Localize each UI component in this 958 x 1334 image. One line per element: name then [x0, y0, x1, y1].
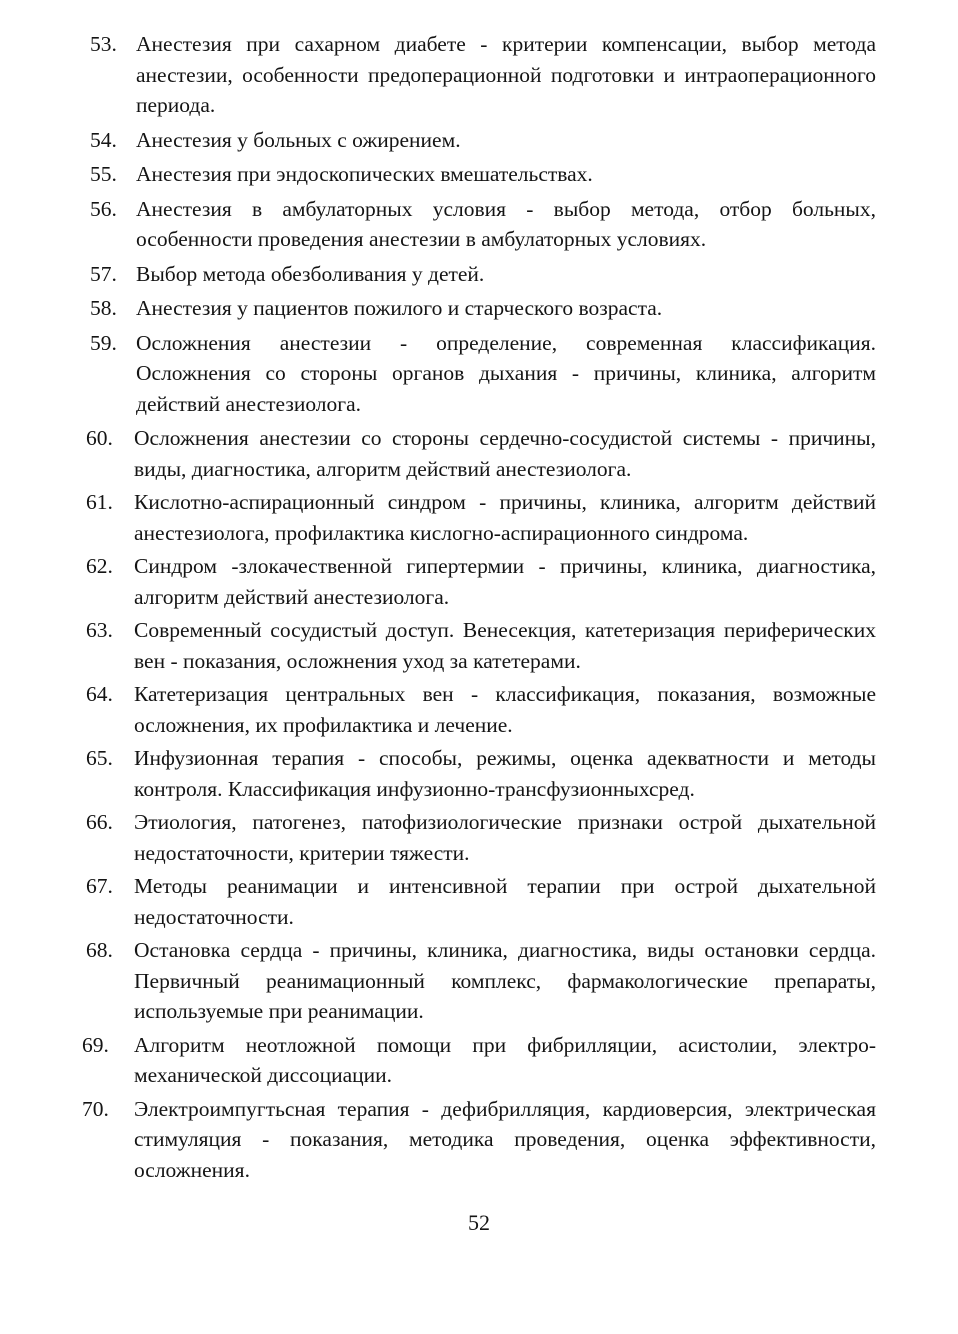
item-number: 70.: [82, 1096, 109, 1121]
item-number: 68.: [86, 938, 113, 962]
item-number: 55.: [90, 162, 117, 186]
item-number: 56.: [90, 196, 117, 221]
list-item: [82, 1094, 876, 1186]
item-text: Анестезия в амбулаторных условия - выбор метода, отбор больных, особенности проведения анестезии в амбулаторных условиях.: [136, 196, 876, 251]
question-list: [82, 29, 876, 1188]
item-number: 61.: [86, 490, 113, 514]
item-number: 65.: [86, 746, 113, 770]
item-text: Анестезия при сахарном диабете - критерии компенсации, выбор метода анестезии, особенности предоперационной подготовки и интраоперационного периода.: [136, 32, 876, 117]
list-item: [86, 935, 876, 1027]
item-number: 62.: [86, 554, 113, 578]
item-number: 67.: [86, 874, 113, 898]
list-item: [86, 807, 876, 868]
list-item: [86, 29, 876, 121]
item-text: Осложнения анестезии со стороны сердечно-сосудистой системы - причины, виды, диагностика, алгоритм действий анестезиолога.: [134, 426, 876, 481]
item-text: Анестезия у пациентов пожилого и старческого возраста.: [136, 296, 663, 320]
item-text: Инфузионная терапия - способы, режимы, оценка адекватности и методы контроля. Классификация инфузионно-трансфузионныхсред.: [134, 746, 876, 801]
item-number: 60.: [86, 426, 113, 450]
item-text: Катетеризация центральных вен - классификация, показания, возможные осложнения, их профилактика и лечение.: [134, 682, 876, 737]
item-text: Алгоритм неотложной помощи при фибрилляции, асистолии, электро-механической диссоциации.: [134, 1032, 876, 1087]
item-text: Кислотно-аспирационный синдром - причины, клиника, алгоритм действий анестезиолога, профилактика кислогно-аспирационного синдрома.: [134, 490, 876, 545]
item-text: Анестезия при эндоскопических вмешательствах.: [136, 162, 593, 186]
item-number: 63.: [86, 618, 113, 642]
item-number: 66.: [86, 810, 113, 834]
list-item: [86, 259, 876, 290]
list-item: [82, 1030, 876, 1091]
list-item: [86, 743, 876, 804]
item-number: 54.: [90, 127, 117, 152]
list-item: [86, 551, 876, 612]
list-item: [86, 293, 876, 324]
item-number: 64.: [86, 682, 113, 706]
list-item: [86, 159, 876, 190]
item-number: 53.: [90, 32, 117, 56]
page-number: 52: [468, 1210, 490, 1235]
list-item: [86, 615, 876, 676]
item-number: 69.: [82, 1032, 109, 1057]
list-item: [86, 328, 876, 420]
item-text: Осложнения анестезии - определение, современная классификация. Осложнения со стороны органов дыхания - причины, клиника, алгоритм действий анестезиолога.: [136, 330, 876, 416]
item-number: 58.: [90, 296, 117, 320]
list-item: [86, 679, 876, 740]
item-text: Современный сосудистый доступ. Венесекция, катетеризация периферических вен - показания, осложнения уход за катетерами.: [134, 618, 876, 673]
list-item: [86, 194, 876, 255]
list-item: [86, 871, 876, 932]
list-item: [86, 423, 876, 484]
list-item: [86, 487, 876, 548]
item-text: Этиология, патогенез, патофизиологические признаки острой дыхательной недостаточности, критерии тяжести.: [134, 810, 876, 865]
item-number: 59.: [90, 330, 117, 355]
list-item: [86, 125, 876, 156]
item-number: 57.: [90, 261, 117, 286]
item-text: Методы реанимации и интенсивной терапии при острой дыхательной недостаточности.: [134, 874, 876, 929]
item-text: Электроимпугтьсная терапия - дефибрилляция, кардиоверсия, электрическая стимуляция - показания, методика проведения, оценка эффективности, осложнения.: [134, 1096, 876, 1182]
item-text: Остановка сердца - причины, клиника, диагностика, виды остановки сердца. Первичный реанимационный комплекс, фармакологические препараты, используемые при реанимации.: [134, 938, 876, 1023]
item-text: Выбор метода обезболивания у детей.: [136, 261, 485, 286]
item-text: Анестезия у больных с ожирением.: [136, 127, 461, 152]
item-text: Синдром -злокачественной гипертермии - причины, клиника, диагностика, алгоритм действий анестезиолога.: [134, 554, 876, 609]
